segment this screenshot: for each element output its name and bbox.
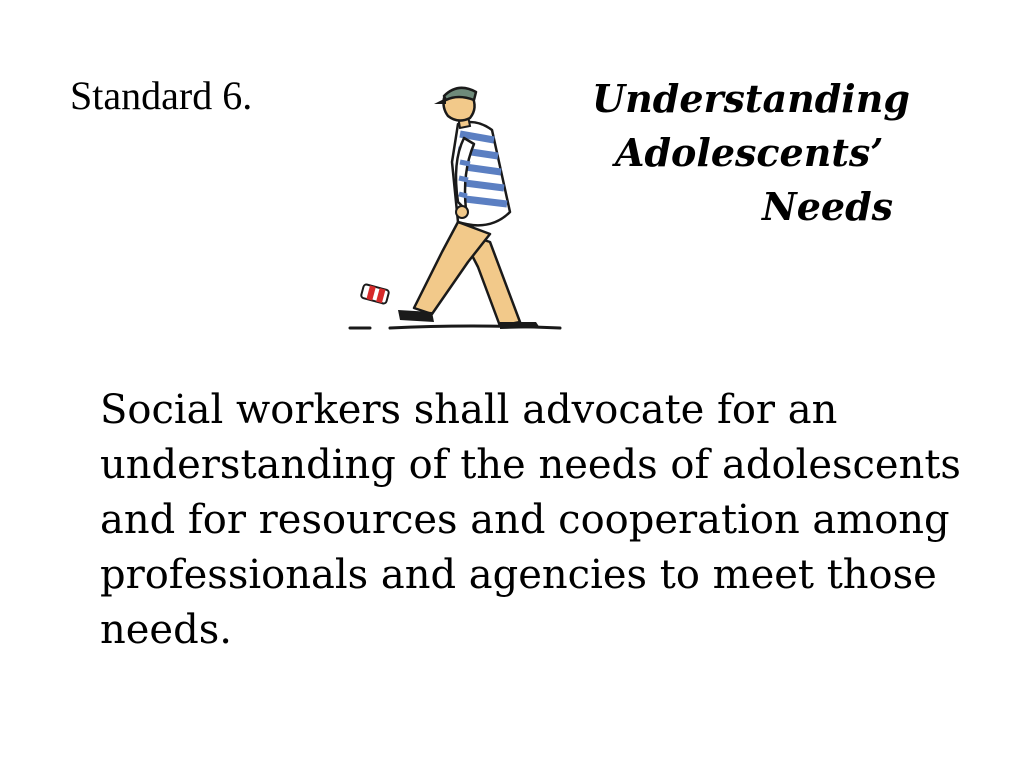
slide-title — [560, 72, 960, 234]
walking-boy-kicking-can-icon — [340, 82, 570, 338]
standard-label: Standard 6. — [70, 73, 253, 118]
body-paragraph: Social workers shall advocate for an understanding of the needs of adolescents and for resources and cooperation among professionals and agencies to meet those needs. — [100, 387, 961, 653]
title-line-1: Understanding — [592, 76, 910, 121]
title-line-3: Needs — [762, 184, 894, 229]
title-line-2: Adolescents’ — [615, 130, 884, 175]
